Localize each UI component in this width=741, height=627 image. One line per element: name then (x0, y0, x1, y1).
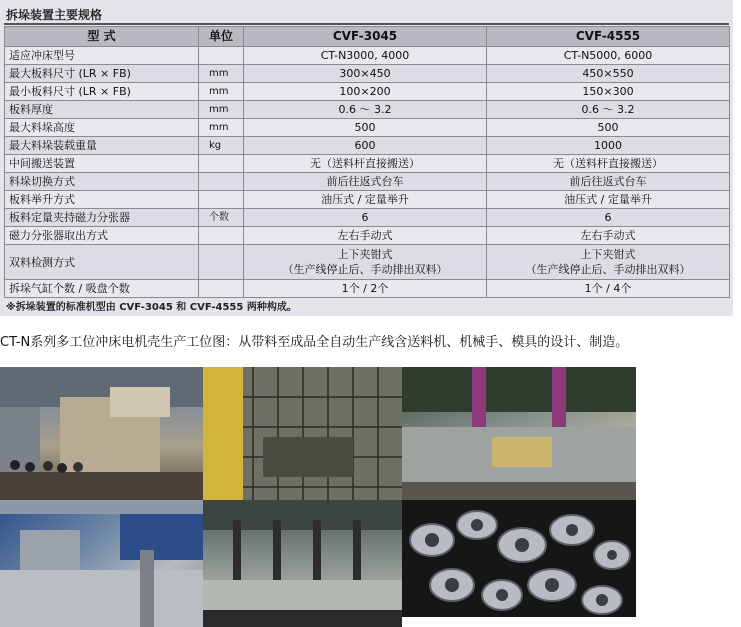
row-value: CT-N5000, 6000 (487, 47, 730, 65)
header-cell: 型 式 (5, 27, 199, 47)
table-row (5, 245, 730, 280)
header-cell: 单位 (199, 27, 244, 47)
sheet-title: 拆垛装置主要规格 (6, 8, 103, 22)
tooling-line-illustration (203, 500, 402, 627)
row-name: 料垛切换方式 (5, 173, 199, 191)
row-name: 板料厚度 (5, 101, 199, 119)
row-value-line: （生产线停止后、手动排出双料） (525, 263, 691, 276)
row-unit: mm (199, 101, 244, 119)
row-value: 无（送料杆直接搬送） (487, 155, 730, 173)
row-value: 0.6 ～ 3.2 (487, 101, 730, 119)
row-unit (199, 280, 244, 298)
table-row (5, 47, 730, 65)
row-value: 6 (487, 209, 730, 227)
row-value: 1000 (487, 137, 730, 155)
row-value: 油压式 / 定量举升 (244, 191, 487, 209)
tooling-line-photo (203, 500, 402, 627)
row-unit (199, 245, 244, 280)
row-unit (199, 47, 244, 65)
row-value: 6 (244, 209, 487, 227)
row-value (487, 245, 730, 280)
row-unit: mm (199, 83, 244, 101)
table-row (5, 83, 730, 101)
row-name: 最大板料尺寸 (LR × FB) (5, 65, 199, 83)
row-value-line: （生产线停止后、手动排出双料） (282, 263, 448, 276)
row-unit (199, 227, 244, 245)
row-value: 1个 / 2个 (244, 280, 487, 298)
finished-parts-illustration (402, 500, 636, 617)
finished-parts-photo (402, 500, 636, 617)
row-name: 最大料垛装载重量 (5, 137, 199, 155)
row-value: 600 (244, 137, 487, 155)
table-row (5, 209, 730, 227)
die-closeup-photo (402, 367, 636, 500)
row-value: 前后往返式台车 (487, 173, 730, 191)
header-cell: CVF-3045 (244, 27, 487, 47)
row-name: 双料检测方式 (5, 245, 199, 280)
robot-arm-photo (0, 500, 203, 627)
row-value: 左右手动式 (244, 227, 487, 245)
row-value: 0.6 ～ 3.2 (244, 101, 487, 119)
row-name: 最小板料尺寸 (LR × FB) (5, 83, 199, 101)
header-cell: CVF-4555 (487, 27, 730, 47)
row-value: 100×200 (244, 83, 487, 101)
row-name: 板料举升方式 (5, 191, 199, 209)
factory-floor-illustration (0, 367, 203, 500)
row-value: 300×450 (244, 65, 487, 83)
table-row (5, 173, 730, 191)
row-value: 500 (244, 119, 487, 137)
row-name: 板料定量夹持磁力分张器 (5, 209, 199, 227)
row-name: 适应冲床型号 (5, 47, 199, 65)
row-value: 150×300 (487, 83, 730, 101)
row-name: 磁力分张器取出方式 (5, 227, 199, 245)
row-value: 前后往返式台车 (244, 173, 487, 191)
sheet-footnote: ※拆垛装置的标准机型由 CVF-3045 和 CVF-4555 两种构成。 (6, 302, 297, 313)
table-row (5, 101, 730, 119)
row-name: 拆垛气缸个数 / 吸盘个数 (5, 280, 199, 298)
table-row (5, 191, 730, 209)
row-unit: kg (199, 137, 244, 155)
title-divider (4, 23, 729, 25)
table-row (5, 280, 730, 298)
row-value-line: 上下夹钳式 (580, 248, 636, 261)
table-row (5, 65, 730, 83)
press-machine-illustration (203, 367, 402, 500)
table-row (5, 155, 730, 173)
robot-arm-illustration (0, 500, 203, 627)
row-unit: mm (199, 119, 244, 137)
spec-sheet-image (0, 0, 733, 316)
row-value: CT-N3000, 4000 (244, 47, 487, 65)
table-row (5, 119, 730, 137)
row-value: 500 (487, 119, 730, 137)
row-value: 450×550 (487, 65, 730, 83)
row-unit (199, 155, 244, 173)
row-value: 左右手动式 (487, 227, 730, 245)
table-row (5, 227, 730, 245)
table-header-row (5, 27, 730, 47)
row-unit: 个数 (199, 209, 244, 227)
die-closeup-illustration (402, 367, 636, 500)
row-unit (199, 191, 244, 209)
row-value: 无（送料杆直接搬送） (244, 155, 487, 173)
row-value-line: 上下夹钳式 (337, 248, 393, 261)
row-name: 最大料垛高度 (5, 119, 199, 137)
table-row (5, 137, 730, 155)
row-value (244, 245, 487, 280)
row-value: 1个 / 4个 (487, 280, 730, 298)
factory-floor-photo (0, 367, 203, 500)
spec-table (4, 26, 730, 298)
photo-caption: CT-N系列多工位冲床电机壳生产工位图：从带料至成品全自动生产线含送料机、机械手、模具的设计、制造。 (0, 335, 629, 350)
row-name: 中间搬送装置 (5, 155, 199, 173)
row-value: 油压式 / 定量举升 (487, 191, 730, 209)
press-machine-photo (203, 367, 402, 500)
row-unit: mm (199, 65, 244, 83)
row-unit (199, 173, 244, 191)
